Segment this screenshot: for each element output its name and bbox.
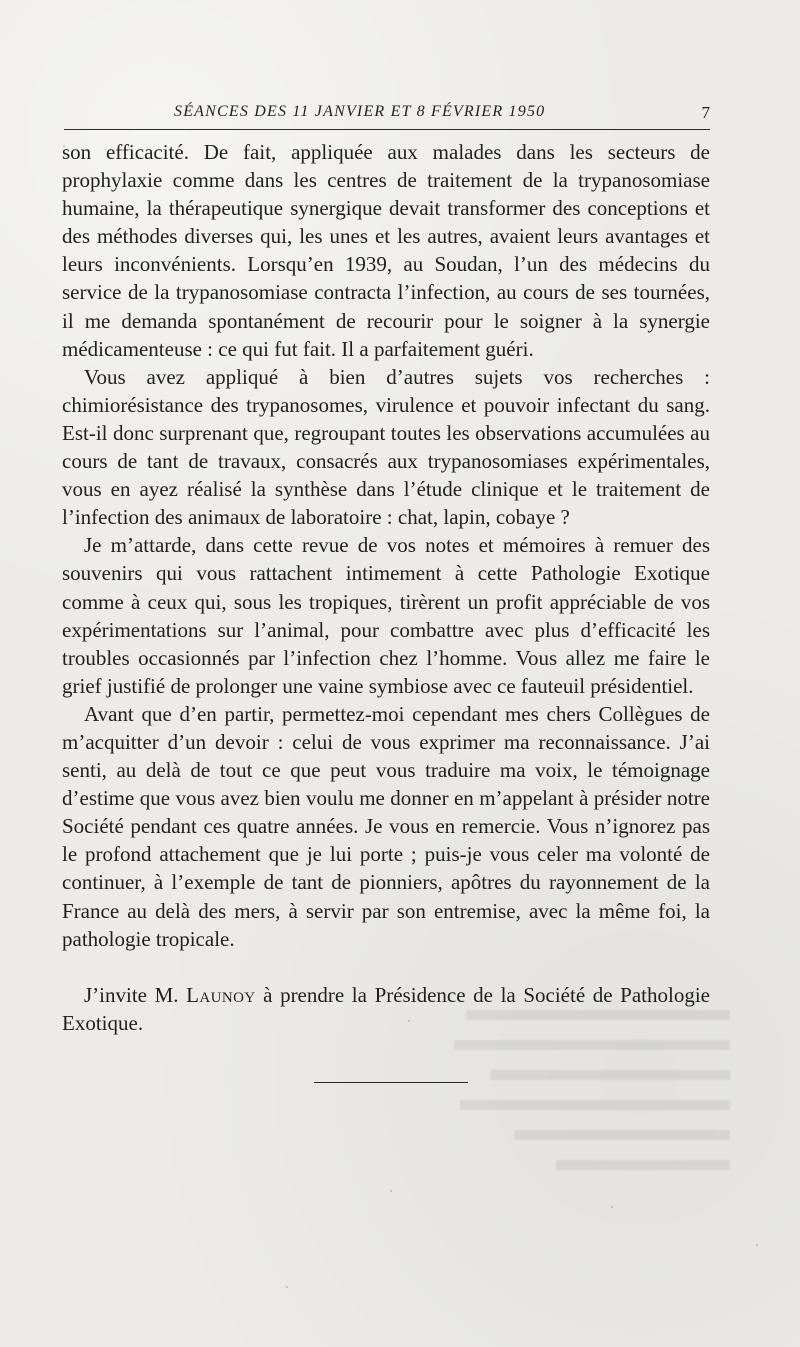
body-text xyxy=(62,138,710,1037)
paragraph: Avant que d’en partir, permettez-moi cependant mes chers Collègues de m’acquitter d’un devoir : celui de vous exprimer ma reconnaissance. J’ai senti, au delà de tout ce que peut vous traduire ma voix, le témoignage d’estime que vous avez bien voulu me donner en m’appelant à présider notre Société pendant ces quatre années. Je vous en remercie. Vous n’ignorez pas le profond attachement que je lui porte ; puis-je vous celer ma volonté de continuer, à l’exemple de tant de pionniers, apôtres du rayonnement de la France au delà des mers, à servir par son entremise, avec la même foi, la pathologie tropicale. xyxy=(62,701,710,951)
paragraph: son efficacité. De fait, appliquée aux malades dans les secteurs de prophylaxie comme dans les centres de traitement de la trypanosomiase humaine, la thérapeutique synergique devait transformer des conceptions et des méthodes diverses qui, les unes et les autres, avaient leurs avantages et leurs inconvénients. Lorsqu’en 1939, au Soudan, l’un des médecins du service de la trypanosomiase contracta l’infection, au cours de ses tournées, il me demanda spontanément de recourir pour le soigner à la synergie médicamenteuse : ce qui fut fait. Il a parfaitement guéri. xyxy=(62,140,710,361)
paper-speck xyxy=(408,1020,410,1022)
paper-speck xyxy=(756,1244,758,1246)
person-name: Launoy xyxy=(186,982,256,1007)
paragraph: Vous avez appliqué à bien d’autres sujets vos recherches : chimiorésistance des trypanosomes, virulence et pouvoir infectant du sang. Est-il donc surprenant que, regroupant toutes les observations accumulées au cours de tant de travaux, consacrés aux trypanosomiases expérimentales, vous en ayez réalisé la synthèse dans l’étude clinique et le traitement de l’infection des animaux de laboratoire : chat, lapin, cobaye ? xyxy=(62,364,710,530)
end-rule xyxy=(314,1082,468,1083)
closing-text-end: à prendre la Présidence de la Société de Pathologie Exotique. xyxy=(62,982,711,1035)
paper-speck xyxy=(63,145,65,147)
show-through-text xyxy=(430,1010,730,1190)
closing-text-start: J’invite M. xyxy=(84,982,187,1007)
paper-speck xyxy=(390,1190,392,1192)
running-header xyxy=(64,100,710,128)
paragraph: Je m’attarde, dans cette revue de vos notes et mémoires à remuer des souvenirs qui vous rattachent intimement à cette Pathologie Exotique comme à ceux qui, sous les tropiques, tirèrent un profit appréciable de vos expérimentations sur l’animal, pour combattre avec plus d’efficacité les troubles occasionnés par l’infection chez l’homme. Vous allez me faire le grief justifié de prolonger une vaine symbiose avec ce fauteuil présidentiel. xyxy=(62,533,710,698)
running-title: SÉANCES DES 11 JANVIER ET 8 FÉVRIER 1950 xyxy=(174,103,546,120)
paper-speck xyxy=(611,1206,613,1208)
header-rule xyxy=(64,129,710,130)
page-number: 7 xyxy=(701,103,710,122)
paper-speck xyxy=(286,1286,288,1288)
closing-paragraph xyxy=(62,981,710,1037)
